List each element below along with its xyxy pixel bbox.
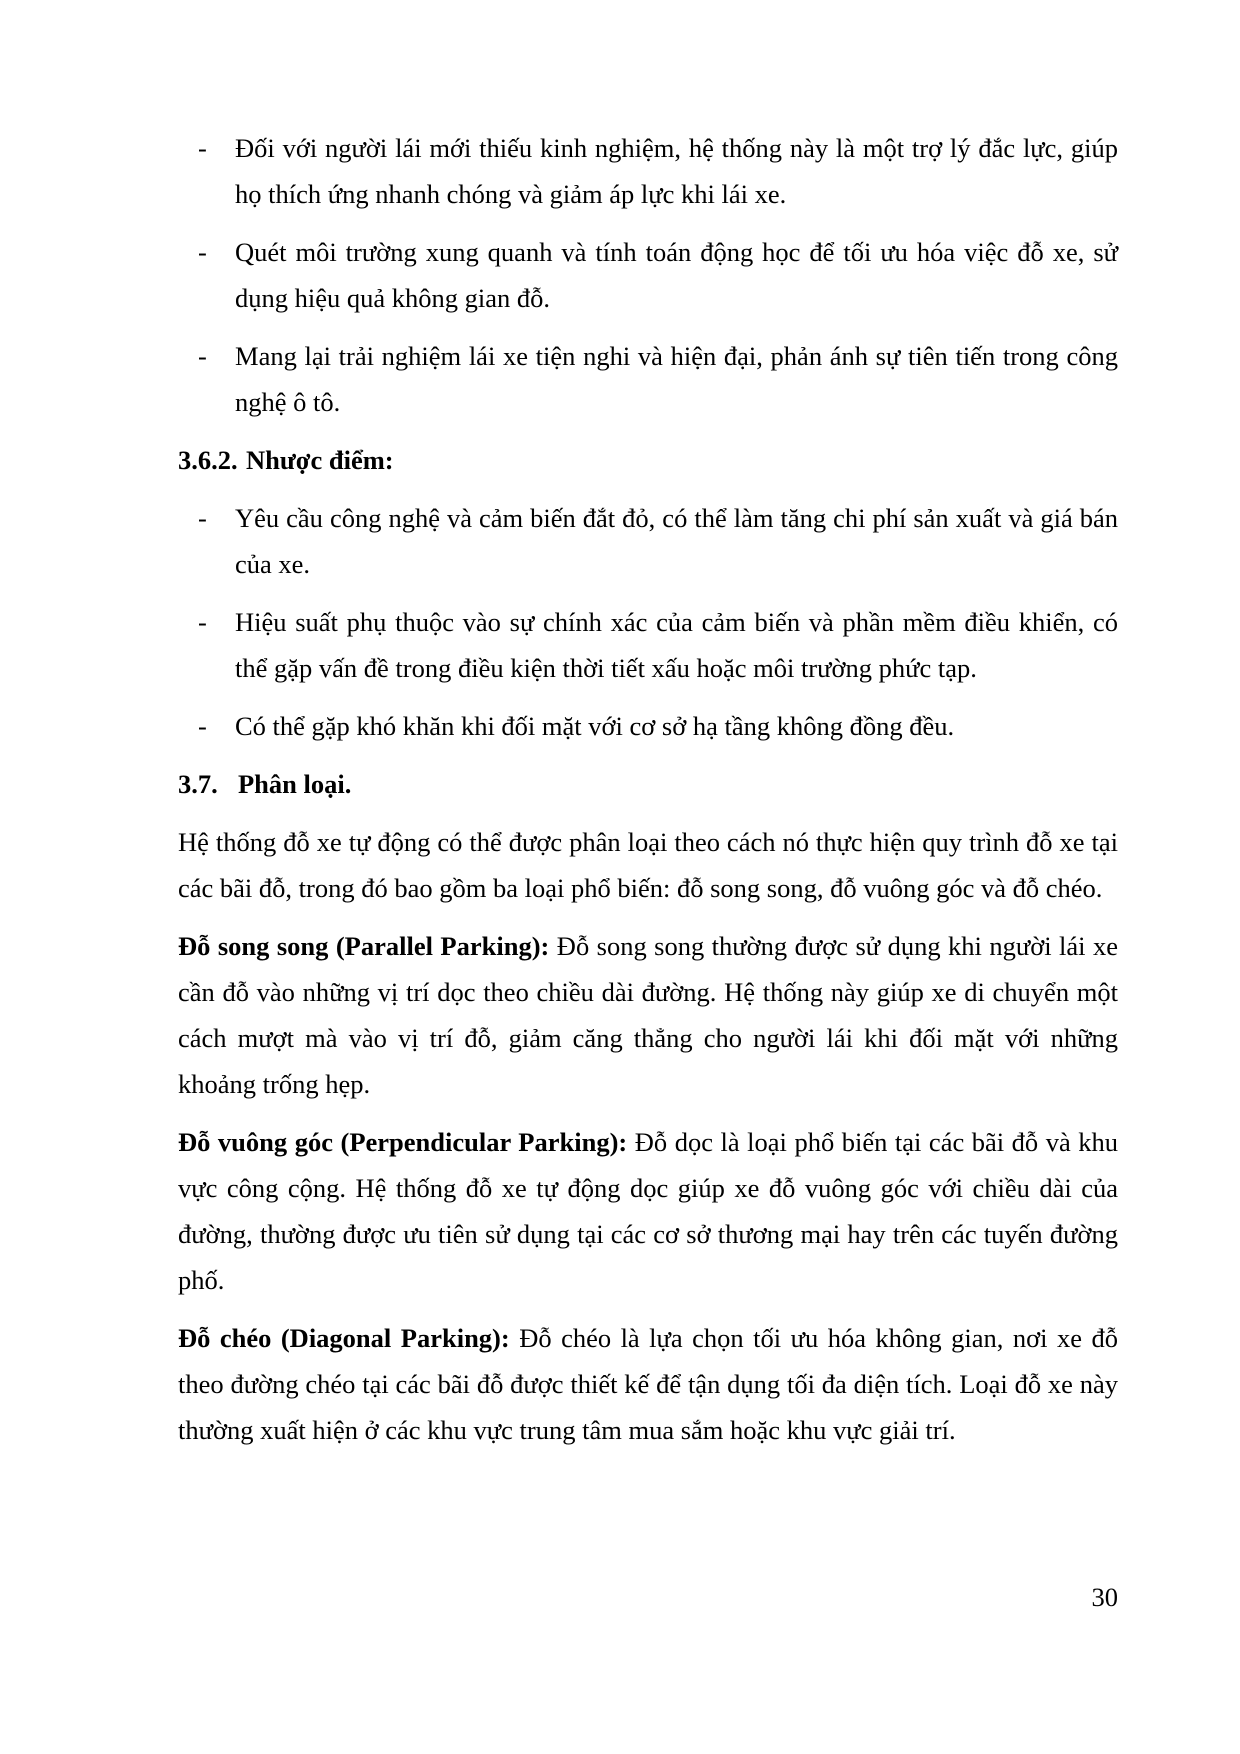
list-item-text: Đối với người lái mới thiếu kinh nghiệm, hệ thống này là một trợ lý đắc lực, giúp họ thích ứng nhanh chóng và giảm áp lực khi lái xe. xyxy=(235,133,1118,209)
bullet-dash: - xyxy=(198,237,207,267)
bullet-dash: - xyxy=(198,503,207,533)
paragraph-text: Đỗ dọc là loại phổ biến tại các bãi đỗ và khu vực công cộng. Hệ thống đỗ xe tự động dọc giúp xe đỗ vuông góc với chiều dài của đường, thường được ưu tiên sử dụng tại các cơ sở thương mại hay trên các tuyến đường phố. xyxy=(178,1127,1119,1295)
list-item-text: Có thể gặp khó khăn khi đối mặt với cơ sở hạ tầng không đồng đều. xyxy=(235,711,955,741)
term-label: Đỗ vuông góc (Perpendicular Parking): xyxy=(178,1127,628,1157)
list-item xyxy=(178,125,1118,217)
bullet-dash: - xyxy=(198,711,207,741)
intro-paragraph: Hệ thống đỗ xe tự động có thể được phân loại theo cách nó thực hiện quy trình đỗ xe tại các bãi đỗ, trong đó bao gồm ba loại phổ biến: đỗ song song, đỗ vuông góc và đỗ chéo. xyxy=(178,827,1118,903)
section-number: 3.6.2. xyxy=(178,445,238,475)
parallel-parking-paragraph xyxy=(178,923,1118,1107)
list-item-text: Quét môi trường xung quanh và tính toán động học để tối ưu hóa việc đỗ xe, sử dụng hiệu quả không gian đỗ. xyxy=(235,237,1118,313)
page-number: 30 xyxy=(1091,1582,1118,1612)
bullet-dash: - xyxy=(198,341,207,371)
document-page xyxy=(178,125,1118,1465)
list-item xyxy=(178,495,1118,587)
section-title: Nhược điểm: xyxy=(246,445,394,475)
paragraph-text: Đỗ chéo là lựa chọn tối ưu hóa không gian, nơi xe đỗ theo đường chéo tại các bãi đỗ được thiết kế để tận dụng tối đa diện tích. Loại đỗ xe này thường xuất hiện ở các khu vực trung tâm mua sắm hoặc khu vực giải trí. xyxy=(178,1323,1118,1445)
section-heading-3-7 xyxy=(178,761,1118,807)
term-label: Đỗ chéo (Diagonal Parking): xyxy=(178,1323,510,1353)
perpendicular-parking-paragraph xyxy=(178,1119,1118,1303)
bullet-dash: - xyxy=(198,607,207,637)
section-number: 3.7. xyxy=(178,769,218,799)
paragraph-text: Đỗ song song thường được sử dụng khi người lái xe cần đỗ vào những vị trí dọc theo chiều dài đường. Hệ thống này giúp xe di chuyển một cách mượt mà vào vị trí đỗ, giảm căng thẳng cho người lái khi đối mặt với những khoảng trống hẹp. xyxy=(178,931,1118,1099)
list-item xyxy=(178,229,1118,321)
section-heading-3-6-2 xyxy=(178,437,1118,483)
list-item-text: Yêu cầu công nghệ và cảm biến đắt đỏ, có thể làm tăng chi phí sản xuất và giá bán của xe. xyxy=(235,503,1118,579)
list-item xyxy=(178,599,1118,691)
diagonal-parking-paragraph xyxy=(178,1315,1118,1453)
section-title: Phân loại. xyxy=(238,769,352,799)
bullet-dash: - xyxy=(198,133,207,163)
list-item xyxy=(178,333,1118,425)
list-item-text: Hiệu suất phụ thuộc vào sự chính xác của cảm biến và phần mềm điều khiển, có thể gặp vấn đề trong điều kiện thời tiết xấu hoặc môi trường phức tạp. xyxy=(235,607,1118,683)
term-label: Đỗ song song (Parallel Parking): xyxy=(178,931,550,961)
list-item xyxy=(178,703,1118,749)
list-item-text: Mang lại trải nghiệm lái xe tiện nghi và hiện đại, phản ánh sự tiên tiến trong công nghệ ô tô. xyxy=(235,341,1118,417)
